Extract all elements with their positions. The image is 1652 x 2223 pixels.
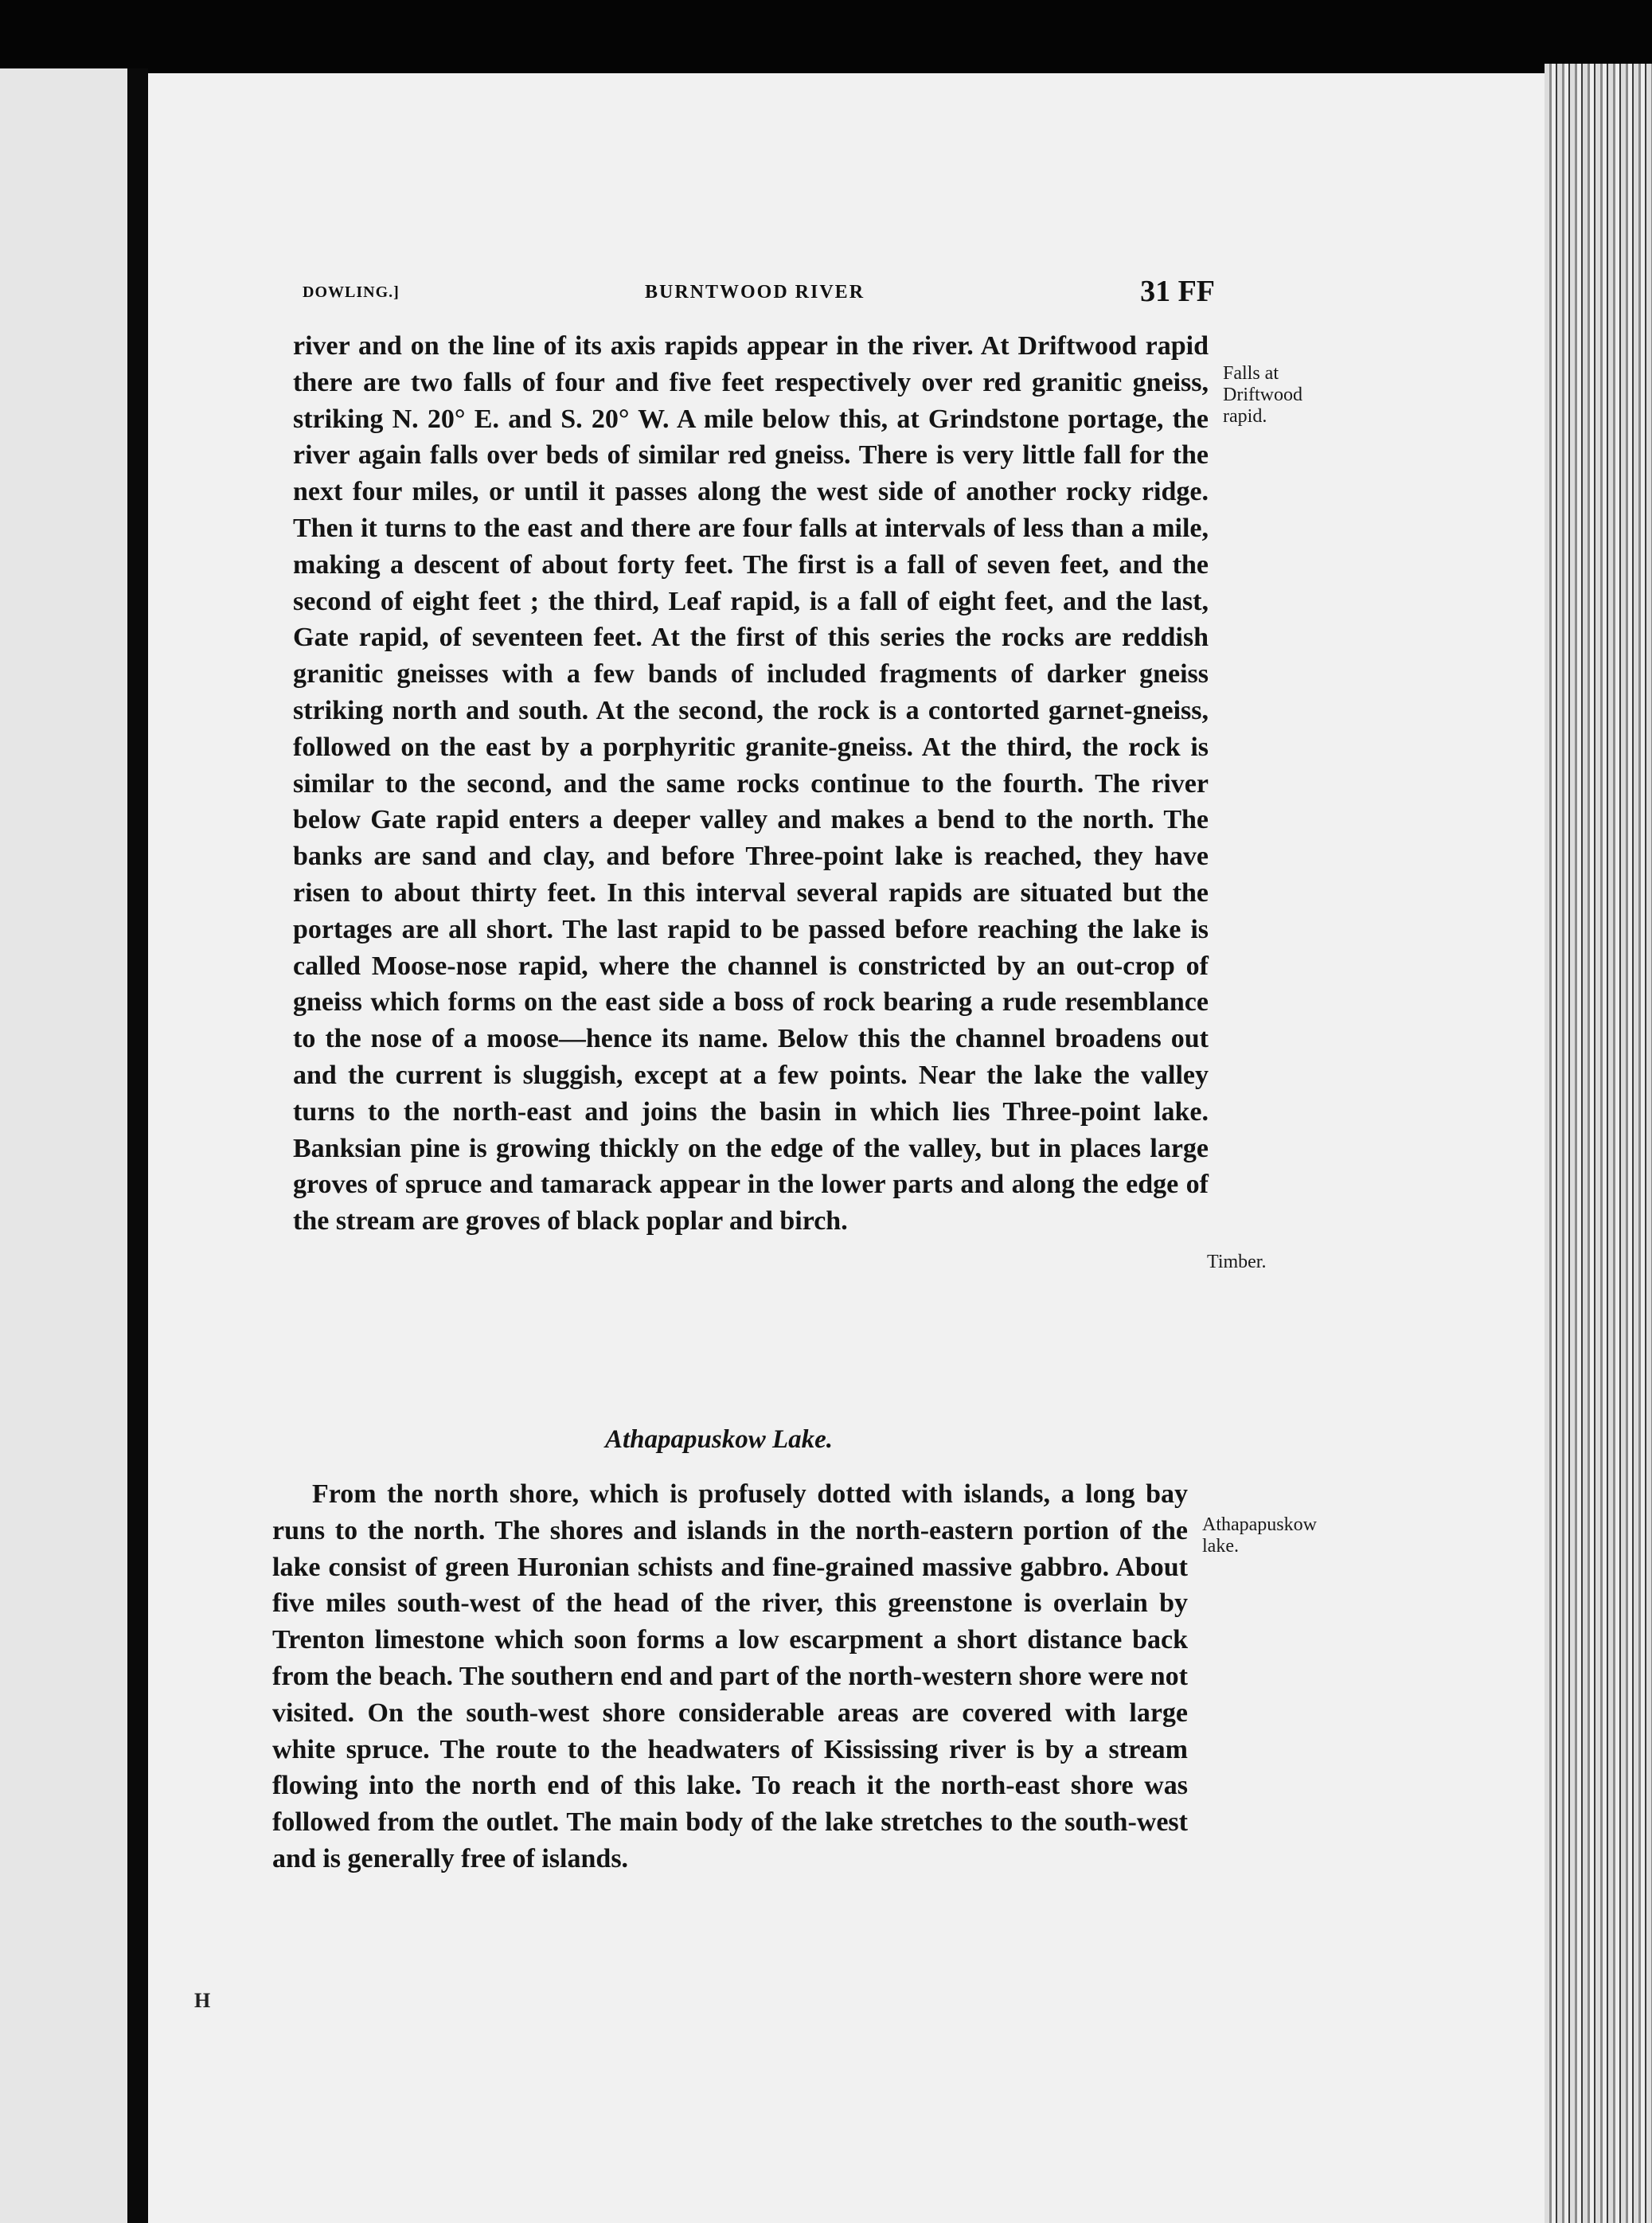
book-gutter — [127, 68, 148, 2223]
section-heading: Athapapuskow Lake. — [605, 1425, 834, 1454]
section-body — [272, 1476, 1188, 1877]
page-number: 31 FF — [1140, 275, 1215, 308]
sidenote-lake: Athapapuskow lake. — [1202, 1514, 1317, 1557]
body-text — [293, 328, 1209, 1240]
paragraph: river and on the line of its axis rapids appear in the river. At Driftwood rapid there are two falls of four and five feet respectively over red granitic gneiss, striking N. 20° E. and S. 20° W. A mile below this, at Grindstone portage, the river again falls over beds of similar red gneiss. There is very little fall for the next four miles, or until it passes along the west side of another rocky ridge. Then it turns to the east and there are four falls at intervals of less than a mile, making a descent of about forty feet. The first is a fall of seven feet, and the second of eight feet ; the third, Leaf rapid, is a fall of eight feet, and the last, Gate rapid, of seventeen feet. At the first of this series the rocks are reddish granitic gneisses with a few bands of included fragments of darker gneiss striking north and south. At the second, the rock is a contorted garnet-gneiss, followed on the east by a porphyritic granite-gneiss. At the third, the rock is similar to the second, and the same rocks continue to the fourth. The river below Gate rapid enters a deeper valley and makes a bend to the north. The banks are sand and clay, and before Three-point lake is reached, they have risen to about thirty feet. In this interval several rapids are situated but the portages are all short. The last rapid to be passed before reaching the lake is called Moose-nose rapid, where the channel is constricted by an out-crop of gneiss which forms on the east side a boss of rock bearing a rude resemblance to the nose of a moose—hence its name. Below this the channel broadens out and the current is sluggish, except at a few points. Near the lake the valley turns to the north-east and joins the basin in which lies Three-point lake. Banksian pine is growing thickly on the edge of the valley, but in places large groves of spruce and tamarack appear in the lower parts and along the edge of the stream are groves of black poplar and birch. — [293, 331, 1209, 1237]
running-header — [303, 271, 1215, 318]
sidenote-falls: Falls at Driftwood rapid. — [1223, 363, 1302, 427]
running-title: BURNTWOOD RIVER — [645, 282, 865, 303]
paragraph: From the north shore, which is profusely dotted with islands, a long bay runs to the north. The shores and islands in the north-eastern portion of the lake consist of green Huronian schists and fine-grained massive gabbro. About five miles south-west of the head of the river, this greenstone is overlain by Trenton limestone which soon forms a low escarpment a short distance back from the beach. The southern end and part of the north-western shore were not visited. On the south-west shore considerable areas are covered with large white spruce. The route to the headwaters of Kississing river is by a stream flowing into the north end of this lake. To reach it the north-east shore was followed from the outlet. The main body of the lake stretches to the south-west and is generally free of islands. — [272, 1479, 1188, 1873]
sidenote-timber: Timber. — [1207, 1252, 1267, 1272]
page-stack-edges — [1545, 64, 1652, 2223]
previous-page-edge — [0, 68, 127, 2223]
running-author: DOWLING.] — [303, 283, 400, 301]
folio-mark: H — [194, 1989, 211, 2012]
